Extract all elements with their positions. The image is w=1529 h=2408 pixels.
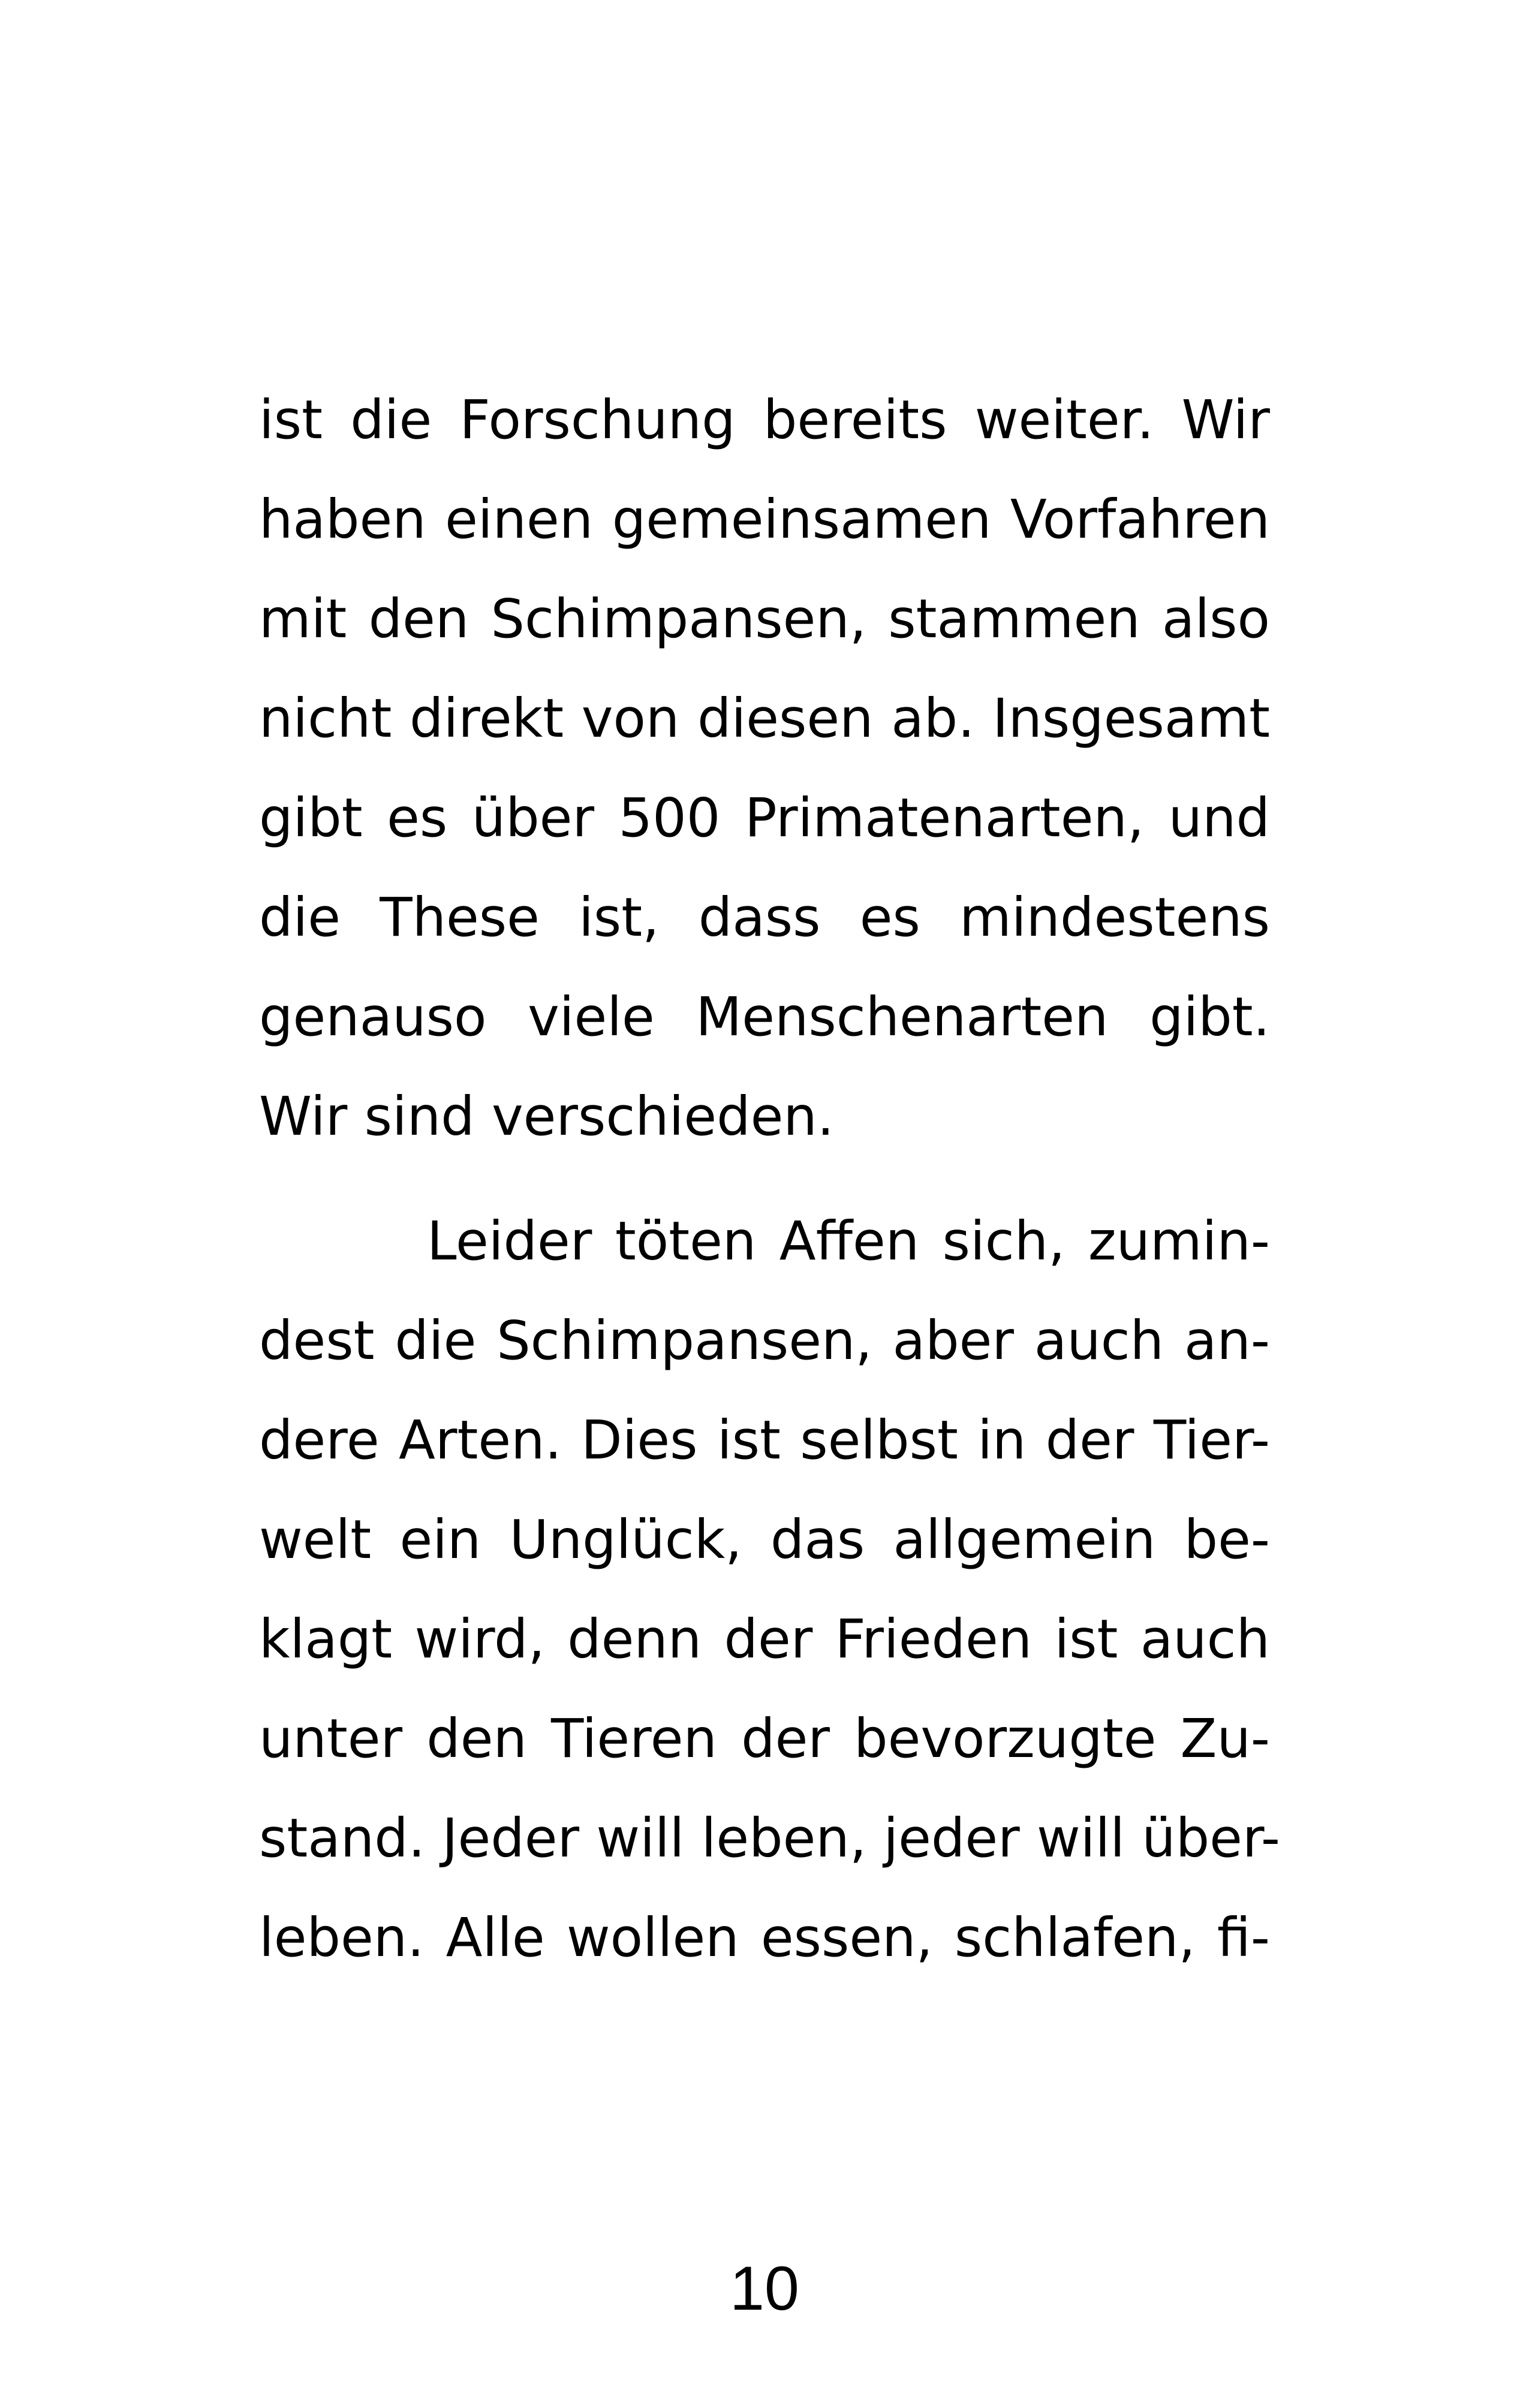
text-line: dere Arten. Dies ist selbst in der Tier- — [259, 1409, 1270, 1471]
text-line: haben einen gemeinsamen Vorfahren — [259, 488, 1270, 550]
text-line: die These ist, dass es mindestens — [259, 886, 1270, 948]
text-line: Wir sind verschieden. — [259, 1085, 835, 1147]
text-line: dest die Schimpansen, aber auch an- — [259, 1309, 1270, 1372]
text-line: unter den Tieren der bevorzugte Zu- — [259, 1707, 1270, 1770]
text-line: welt ein Unglück, das allgemein be- — [259, 1508, 1270, 1571]
text-line: Leider töten Affen sich, zumin- — [427, 1210, 1270, 1272]
text-line: ist die Forschung bereits weiter. Wir — [259, 388, 1270, 451]
text-line: stand. Jeder will leben, jeder will über- — [259, 1807, 1280, 1869]
text-line: genauso viele Menschenarten gibt. — [259, 985, 1270, 1048]
text-line: klagt wird, denn der Frieden ist auch — [259, 1608, 1270, 1670]
text-line: gibt es über 500 Primatenarten, und — [259, 786, 1270, 849]
text-line: nicht direkt von diesen ab. Insgesamt — [259, 687, 1270, 749]
page-number: 10 — [730, 2254, 799, 2323]
text-line: leben. Alle wollen essen, schlafen, fi- — [259, 1906, 1270, 1969]
text-line: mit den Schimpansen, stammen also — [259, 587, 1270, 650]
